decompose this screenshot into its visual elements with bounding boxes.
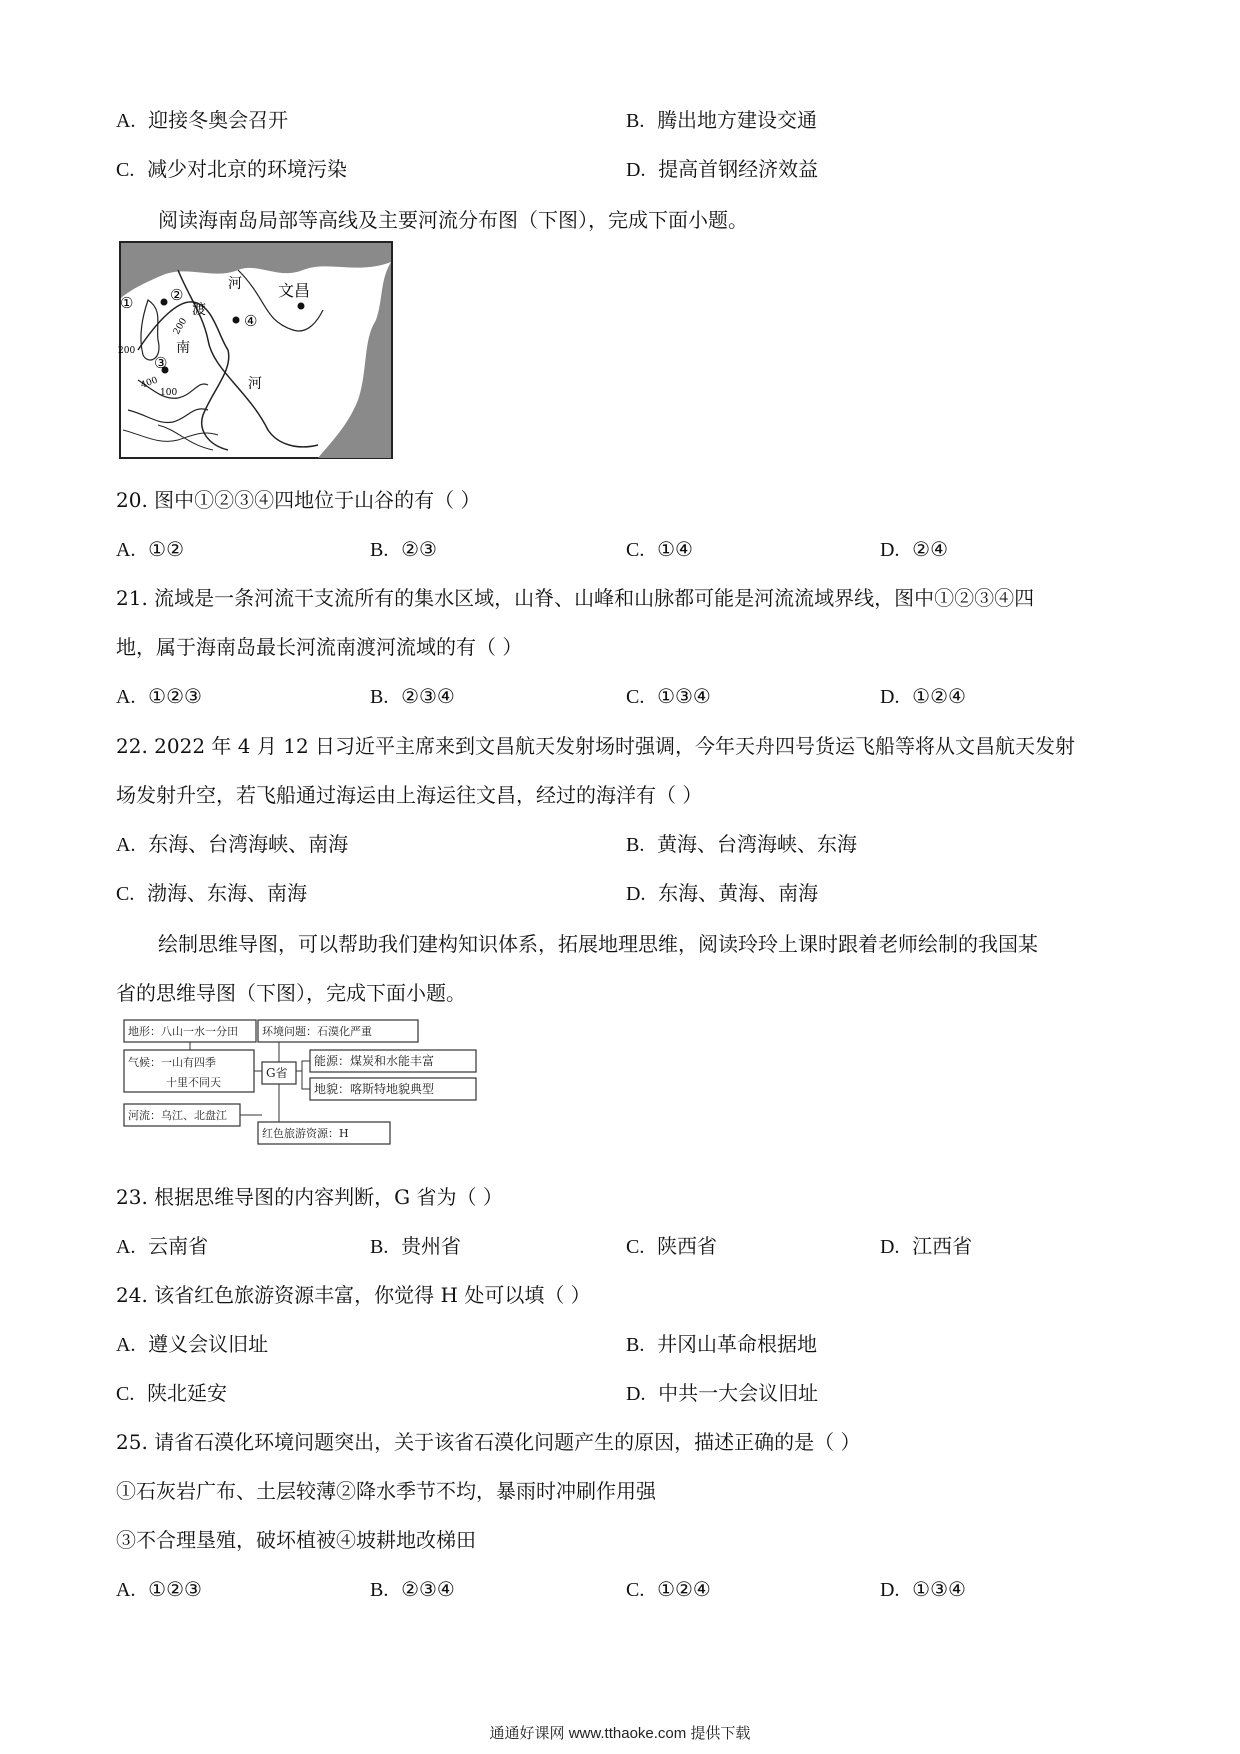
q21-option-d: D. ①②④ xyxy=(880,684,966,708)
mm-env: 环境问题：石漠化严重 xyxy=(262,1025,372,1038)
intro-mindmap-line1: 绘制思维导图，可以帮助我们建构知识体系，拓展地理思维，阅读玲玲上课时跟着老师绘制的我国某 xyxy=(158,932,1038,956)
q21-stem-line1: 21. 流域是一条河流干支流所有的集水区域，山脊、山峰和山脉都可能是河流流域界线，图中①②③④四 xyxy=(116,586,1035,610)
mind-map-figure xyxy=(120,1016,480,1148)
q23-stem: 23. 根据思维导图的内容判断，G 省为（ ） xyxy=(116,1185,503,1209)
q24-stem: 24. 该省红色旅游资源丰富，你觉得 H 处可以填（ ） xyxy=(116,1283,591,1307)
q22-option-b: B. 黄海、台湾海峡、东海 xyxy=(626,832,858,856)
map-label-2: ② xyxy=(170,286,184,304)
q24-option-a: A. 遵义会议旧址 xyxy=(116,1332,269,1356)
q25-statement-line1: ①石灰岩广布、土层较薄②降水季节不均，暴雨时冲刷作用强 xyxy=(116,1479,656,1503)
mm-center: G省 xyxy=(266,1066,288,1080)
mm-climate-1: 气候：一山有四季 xyxy=(128,1056,216,1069)
q21-stem-line2: 地，属于海南岛最长河流南渡河流域的有（ ） xyxy=(116,635,523,659)
map-label-river2: 渡 xyxy=(192,302,206,318)
q24-option-c: C. 陕北延安 xyxy=(116,1381,228,1405)
q22-option-d: D. 东海、黄海、南海 xyxy=(626,881,819,905)
q20-option-a: A. ①② xyxy=(116,537,185,561)
map-label-c200: 200 xyxy=(171,316,190,337)
q19-option-a: A. 迎接冬奥会召开 xyxy=(116,108,289,132)
mm-tourism: 红色旅游资源：H xyxy=(262,1127,349,1140)
q22-stem-line1: 22. 2022 年 4 月 12 日习近平主席来到文昌航天发射场时强调，今年天舟四号货运飞船等将从文昌航天发射 xyxy=(116,734,1076,758)
q25-statement-line2: ③不合理垦殖，破坏植被④坡耕地改梯田 xyxy=(116,1528,476,1552)
mm-river: 河流：乌江、北盘江 xyxy=(128,1109,227,1122)
q20-option-c: C. ①④ xyxy=(626,537,693,561)
mm-climate-2: 十里不同天 xyxy=(166,1076,221,1089)
q24-option-d: D. 中共一大会议旧址 xyxy=(626,1381,819,1405)
q21-option-b: B. ②③④ xyxy=(370,684,455,708)
page-footer: 通通好课网 www.tthaoke.com 提供下载 xyxy=(489,1725,751,1742)
q23-option-b: B. 贵州省 xyxy=(370,1234,462,1258)
map-point-4 xyxy=(233,317,240,324)
q23-option-a: A. 云南省 xyxy=(116,1234,209,1258)
q25-option-a: A. ①②③ xyxy=(116,1577,202,1601)
q22-option-a: A. 东海、台湾海峡、南海 xyxy=(116,832,349,856)
q23-option-c: C. 陕西省 xyxy=(626,1234,718,1258)
map-point-2 xyxy=(161,299,168,306)
q21-option-a: A. ①②③ xyxy=(116,684,202,708)
mm-landform: 地貌：喀斯特地貌典型 xyxy=(314,1082,435,1096)
map-label-c400: 400 xyxy=(139,375,160,391)
map-label-river1: 河 xyxy=(228,276,242,292)
q20-option-d: D. ②④ xyxy=(880,537,949,561)
q22-stem-line2: 场发射升空，若飞船通过海运由上海运往文昌，经过的海洋有（ ） xyxy=(116,783,703,807)
mm-energy: 能源：煤炭和水能丰富 xyxy=(314,1054,435,1068)
q25-option-d: D. ①③④ xyxy=(880,1577,966,1601)
q24-option-b: B. 井冈山革命根据地 xyxy=(626,1332,818,1356)
q25-option-b: B. ②③④ xyxy=(370,1577,455,1601)
q25-option-c: C. ①②④ xyxy=(626,1577,711,1601)
map-label-4: ④ xyxy=(244,312,258,330)
q19-option-c: C. 减少对北京的环境污染 xyxy=(116,157,348,181)
map-label-river4: 河 xyxy=(248,376,262,392)
q25-stem: 25. 请省石漠化环境问题突出，关于该省石漠化问题产生的原因，描述正确的是（ ） xyxy=(116,1430,861,1454)
intro-mindmap-line2: 省的思维导图（下图），完成下面小题。 xyxy=(116,981,466,1005)
map-label-3: ③ xyxy=(154,354,168,372)
map-label-river3: 南 xyxy=(176,340,190,356)
q20-stem: 20. 图中①②③④四地位于山谷的有（ ） xyxy=(116,488,481,512)
map-label-wenchang: 文昌 xyxy=(278,281,311,300)
q19-option-d: D. 提高首钢经济效益 xyxy=(626,157,819,181)
map-point-wenchang xyxy=(298,303,305,310)
q20-option-b: B. ②③ xyxy=(370,537,437,561)
q22-option-c: C. 渤海、东海、南海 xyxy=(116,881,308,905)
intro-hainan: 阅读海南岛局部等高线及主要河流分布图（下图），完成下面小题。 xyxy=(158,208,748,232)
mm-terrain: 地形：八山一水一分田 xyxy=(128,1025,238,1038)
map-label-c200b: 200 xyxy=(118,346,136,356)
q23-option-d: D. 江西省 xyxy=(880,1234,973,1258)
q21-option-c: C. ①③④ xyxy=(626,684,711,708)
hainan-contour-map xyxy=(118,240,394,460)
q19-option-b: B. 腾出地方建设交通 xyxy=(626,108,818,132)
map-label-c100: 100 xyxy=(160,388,178,398)
map-label-1: ① xyxy=(120,294,134,312)
